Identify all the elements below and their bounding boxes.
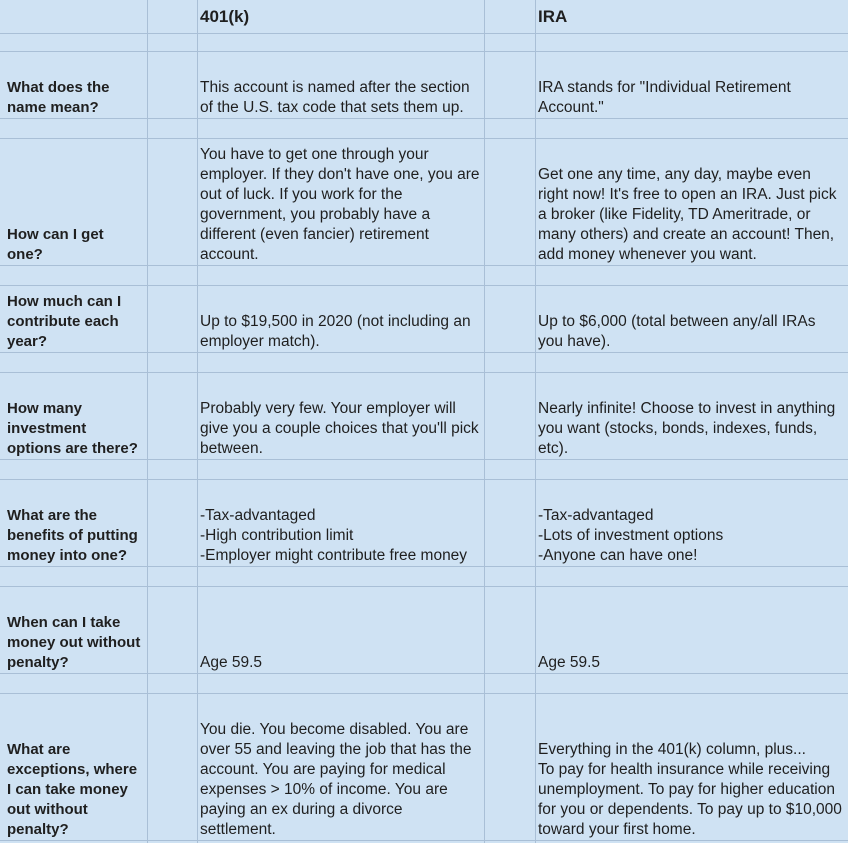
answer-401k-cell[interactable]: -Tax-advantaged -High contribution limit -Employer might contribute free money bbox=[200, 507, 468, 564]
header-ira[interactable]: IRA bbox=[538, 6, 568, 26]
answer-ira-cell[interactable]: Age 59.5 bbox=[538, 654, 601, 671]
column-divider bbox=[484, 0, 485, 843]
answer-ira-cell[interactable]: Everything in the 401(k) column, plus... To pay for health insurance while receiving unemployment. To pay for higher education for you or dependents. To pay up to $10,000 toward your first home. bbox=[538, 741, 842, 838]
answer-ira-cell[interactable]: Up to $6,000 (total between any/all IRAs you have). bbox=[538, 313, 816, 350]
row-divider bbox=[0, 265, 848, 266]
answer-401k-cell[interactable]: This account is named after the section of the U.S. tax code that sets them up. bbox=[200, 79, 470, 116]
header-401k[interactable]: 401(k) bbox=[200, 6, 250, 26]
question-cell[interactable]: What are exceptions, where I can take money out without penalty? bbox=[7, 741, 138, 838]
answer-ira-cell[interactable]: IRA stands for "Individual Retirement Account." bbox=[538, 79, 791, 116]
row-divider bbox=[0, 566, 848, 567]
row-divider bbox=[0, 352, 848, 353]
question-cell[interactable]: What does the name mean? bbox=[7, 79, 110, 116]
answer-401k-cell[interactable]: You die. You become disabled. You are over 55 and leaving the job that has the account. You are paying for medical expenses > 10% of income. You are paying an ex during a divorce settlement. bbox=[200, 721, 472, 838]
row-divider bbox=[0, 118, 848, 119]
question-cell[interactable]: How can I get one? bbox=[7, 226, 104, 263]
answer-ira-cell[interactable]: Get one any time, any day, maybe even right now! It's free to open an IRA. Just pick a broker (like Fidelity, TD Ameritrade, or many others) and create an account! Then, add money whenever you want. bbox=[538, 166, 837, 263]
question-cell[interactable]: How much can I contribute each year? bbox=[7, 293, 122, 350]
question-cell[interactable]: When can I take money out without penalty? bbox=[7, 614, 141, 671]
answer-401k-cell[interactable]: Up to $19,500 in 2020 (not including an employer match). bbox=[200, 313, 471, 350]
question-cell[interactable]: What are the benefits of putting money into one? bbox=[7, 507, 138, 564]
answer-ira-cell[interactable]: -Tax-advantaged -Lots of investment options -Anyone can have one! bbox=[538, 507, 724, 564]
row-divider bbox=[0, 673, 848, 674]
column-divider bbox=[147, 0, 148, 843]
question-cell[interactable]: How many investment options are there? bbox=[7, 400, 138, 457]
row-divider bbox=[0, 840, 848, 841]
answer-401k-cell[interactable]: Age 59.5 bbox=[200, 654, 263, 671]
answer-401k-cell[interactable]: You have to get one through your employer. If they don't have one, you are out of luck. If you work for the government, you probably have a different (even fancier) retirement account. bbox=[200, 146, 480, 263]
row-divider bbox=[0, 33, 848, 34]
answer-ira-cell[interactable]: Nearly infinite! Choose to invest in anything you want (stocks, bonds, indexes, funds, etc). bbox=[538, 400, 836, 457]
answer-401k-cell[interactable]: Probably very few. Your employer will give you a couple choices that you'll pick between. bbox=[200, 400, 479, 457]
row-divider bbox=[0, 459, 848, 460]
